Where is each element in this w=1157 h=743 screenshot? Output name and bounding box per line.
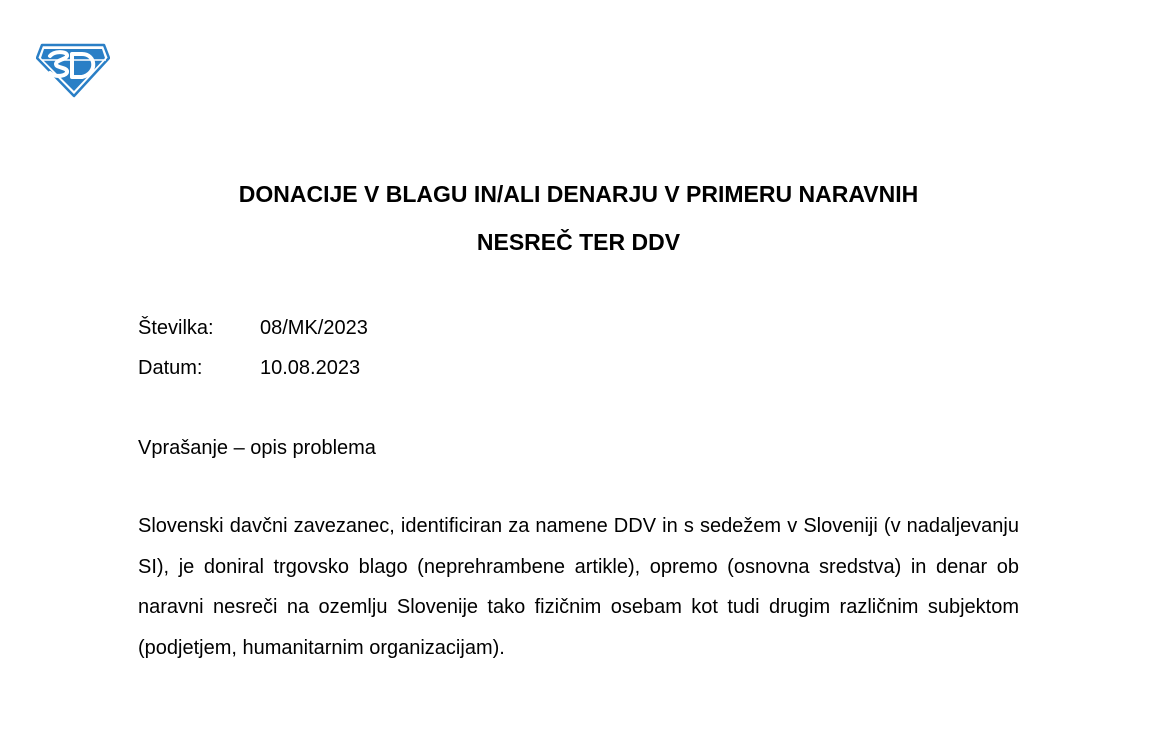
date-value: 10.08.2023: [260, 357, 361, 379]
sd-logo-icon: [36, 40, 110, 98]
logo-graphic: [36, 40, 110, 98]
title-line-2: NESREČ TER DDV: [476, 229, 681, 255]
body-paragraph: Slovenski davčni zavezanec, identificiran za namene DDV in s sedežem v Sloveniji (v nadaljevanju SI), je doniral trgovsko blago (neprehrambene artikle), opremo (osnovna sredstva) in denar ob naravni nesreči na ozemlju Slovenije tako fizičnim osebam kot tudi drugim različnim subjektom (podjetjem, humanitarnim organizacijam).: [138, 515, 1019, 659]
section-heading: Vprašanje – opis problema: [138, 437, 376, 459]
number-label: Številka:: [138, 317, 214, 339]
date-label: Datum:: [138, 357, 203, 379]
document-title: [0, 170, 1157, 266]
title-line-1: DONACIJE V BLAGU IN/ALI DENARJU V PRIMERU NARAVNIH: [238, 181, 919, 207]
number-value: 08/MK/2023: [260, 317, 368, 339]
